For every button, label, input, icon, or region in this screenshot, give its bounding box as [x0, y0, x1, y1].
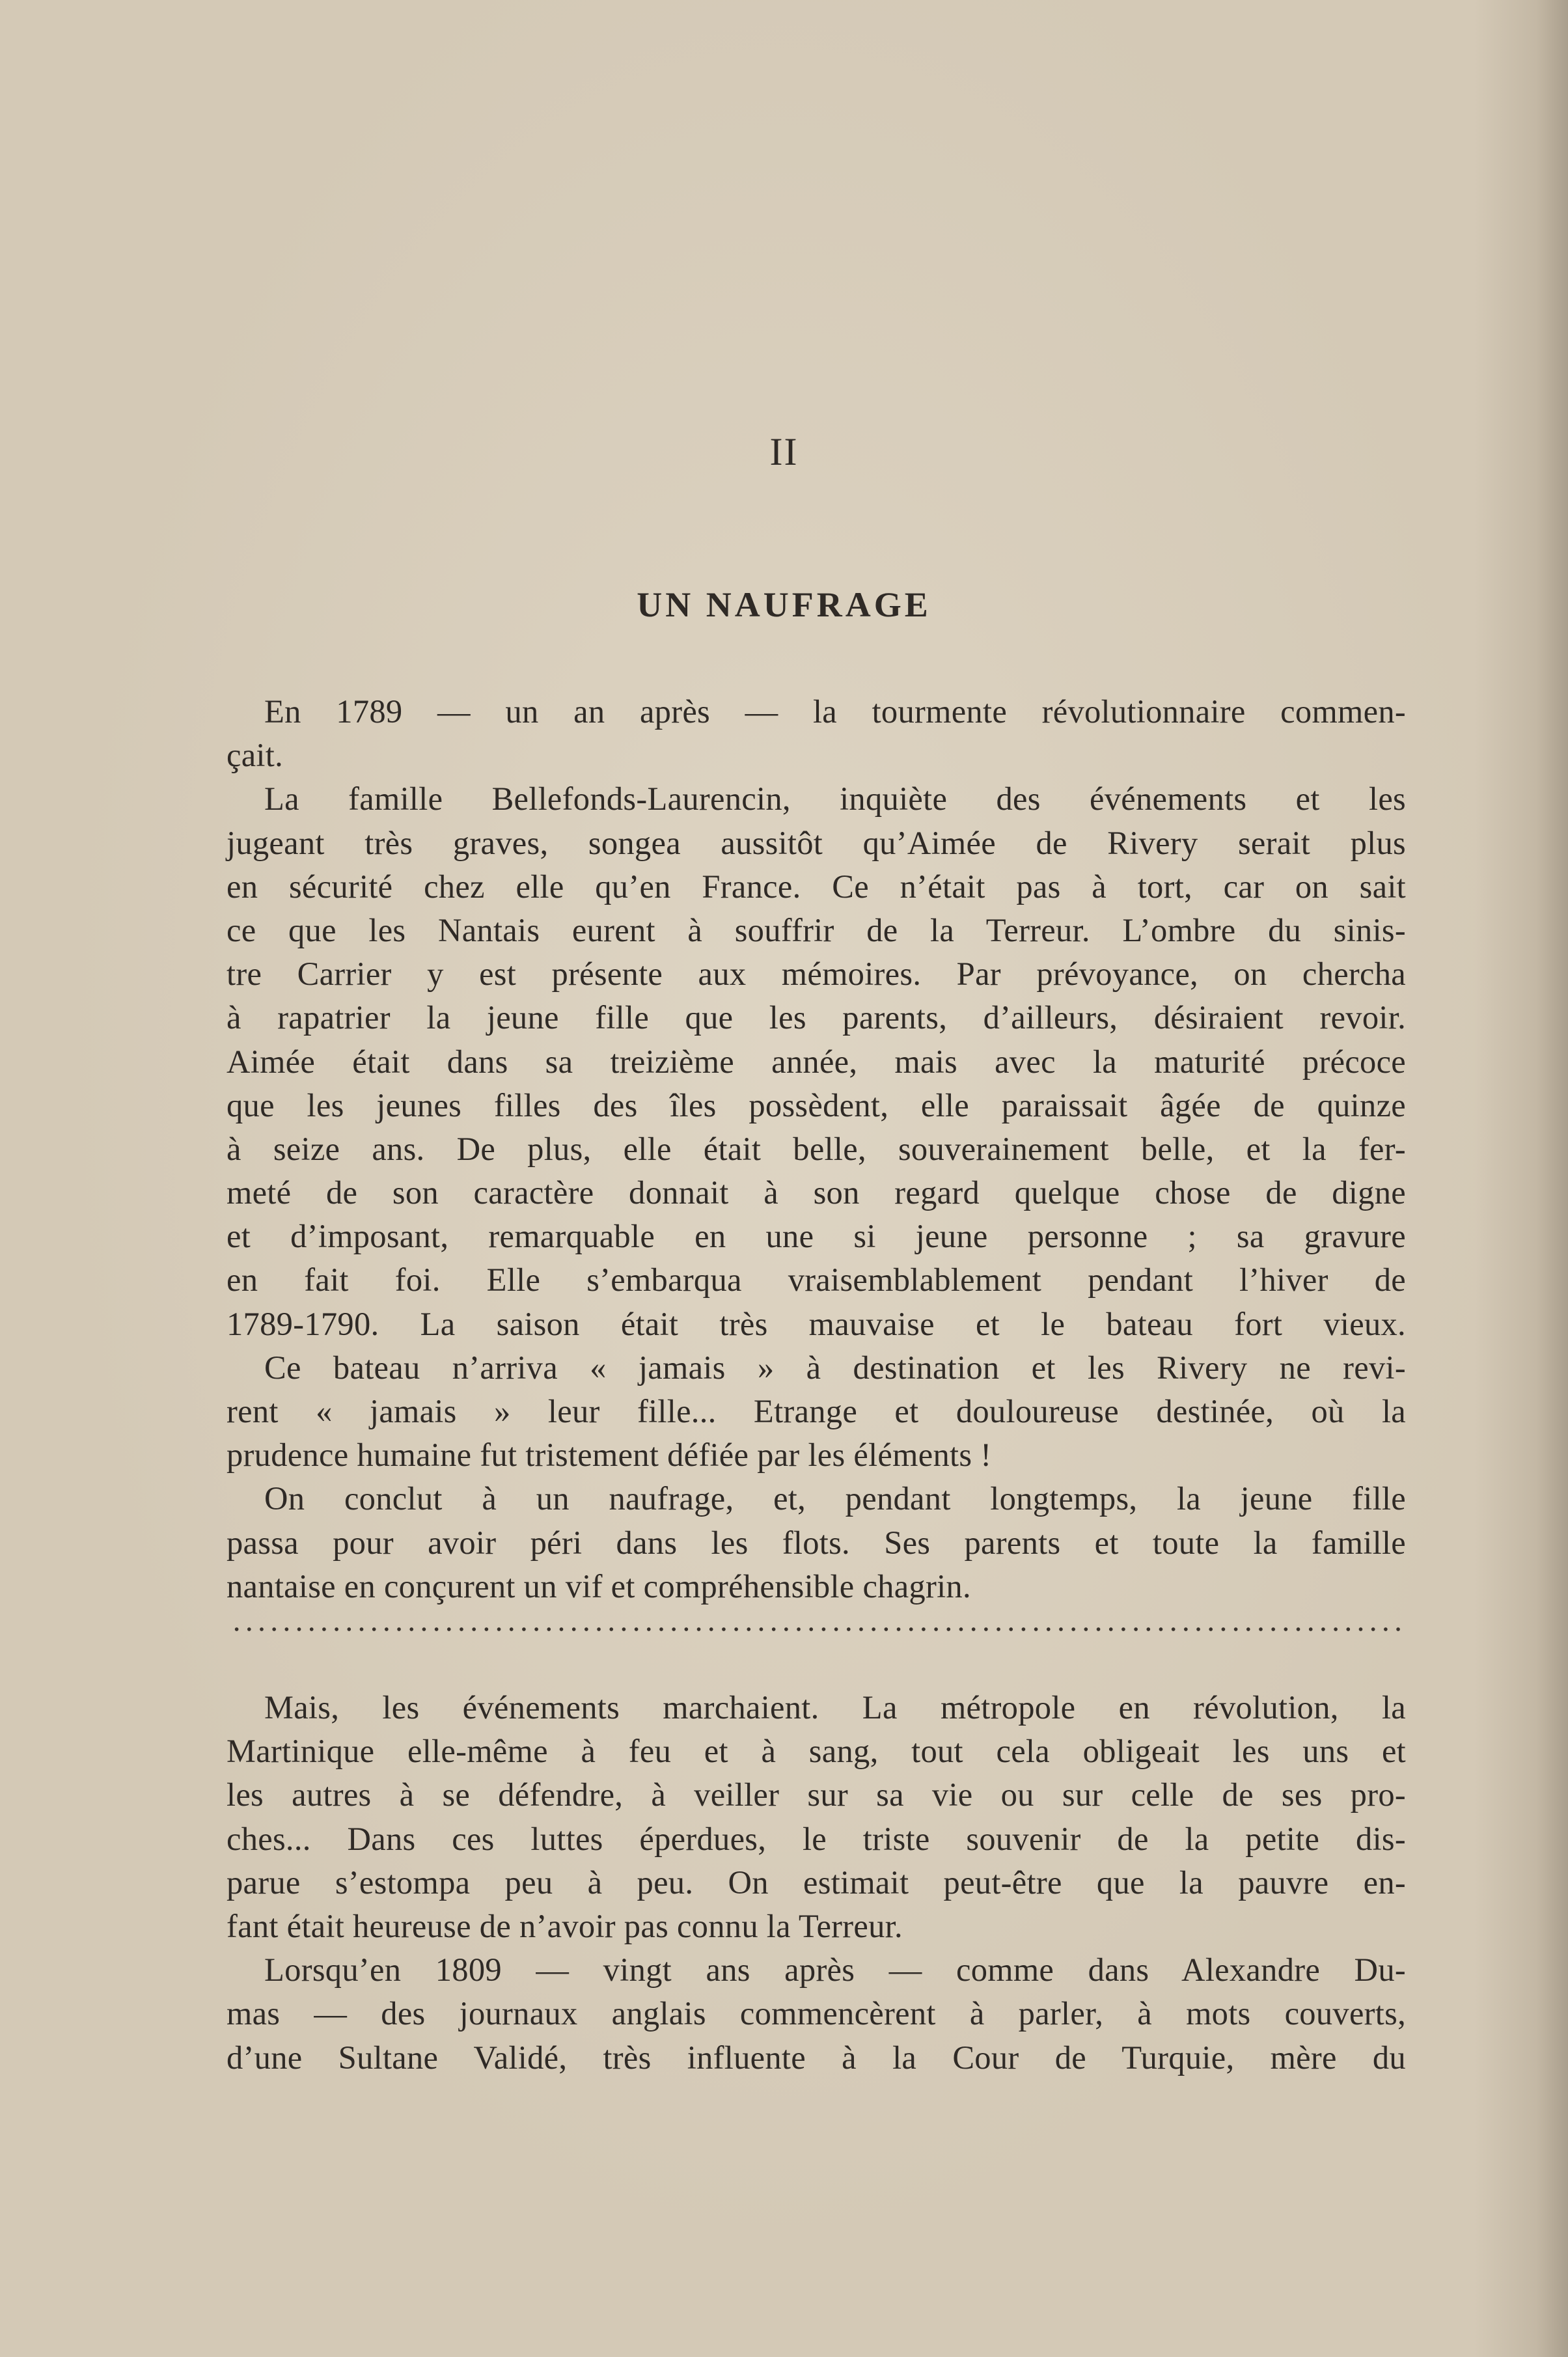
- text-line: en sécurité chez elle qu’en France. Ce n’était pas à tort, car on sait: [227, 868, 1406, 905]
- chapter-title: UN NAUFRAGE: [637, 585, 931, 624]
- text-line: En 1789 — un an après — la tourmente révolutionnaire commen-: [264, 693, 1406, 730]
- body-text-section-2: [227, 1686, 1406, 2080]
- text-line: passa pour avoir péri dans les flots. Ses parents et toute la famille: [227, 1524, 1406, 1561]
- text-line: que les jeunes filles des îles possèdent, elle paraissait âgée de quinze: [227, 1086, 1406, 1123]
- text-line: fant était heureuse de n’avoir pas connu la Terreur.: [227, 1907, 903, 1944]
- text-line: On conclut à un naufrage, et, pendant longtemps, la jeune fille: [264, 1480, 1406, 1517]
- text-line: 1789-1790. La saison était très mauvaise et le bateau fort vieux.: [227, 1305, 1406, 1342]
- text-line: jugeant très graves, songea aussitôt qu’Aimée de Rivery serait plus: [227, 824, 1406, 861]
- text-line: mas — des journaux anglais commencèrent à parler, à mots couverts,: [227, 1995, 1406, 2032]
- text-line: Martinique elle-même à feu et à sang, tout cela obligeait les uns et: [227, 1733, 1406, 1770]
- text-line: tre Carrier y est présente aux mémoires. Par prévoyance, on chercha: [227, 956, 1406, 993]
- text-line: à seize ans. De plus, elle était belle, souverainement belle, et la fer-: [227, 1130, 1406, 1167]
- text-line: nantaise en conçurent un vif et compréhensible chagrin.: [227, 1567, 971, 1605]
- text-line: prudence humaine fut tristement défiée par les éléments !: [227, 1437, 992, 1474]
- text-line: ce que les Nantais eurent à souffrir de la Terreur. L’ombre du sinis-: [227, 911, 1406, 948]
- text-line: Mais, les événements marchaient. La métropole en révolution, la: [264, 1689, 1406, 1726]
- text-line: à rapatrier la jeune fille que les parents, d’ailleurs, désiraient revoir.: [227, 999, 1406, 1036]
- text-line: les autres à se défendre, à veiller sur sa vie ou sur celle de ses pro-: [227, 1776, 1406, 1813]
- text-line: Aimée était dans sa treizième année, mais avec la maturité précoce: [227, 1043, 1406, 1080]
- text-line: La famille Bellefonds-Laurencin, inquiète des événements et les: [264, 780, 1406, 818]
- body-text-section-1: [227, 690, 1406, 1608]
- text-line: ches... Dans ces luttes éperdues, le triste souvenir de la petite dis-: [227, 1820, 1406, 1857]
- text-line: rent « jamais » leur fille... Etrange et douloureuse destinée, où la: [227, 1393, 1406, 1429]
- text-line: çait.: [227, 737, 284, 774]
- text-line: et d’imposant, remarquable en une si jeune personne ; sa gravure: [227, 1218, 1406, 1255]
- text-line: meté de son caractère donnait à son regard quelque chose de digne: [227, 1174, 1406, 1211]
- chapter-number: II: [769, 430, 799, 473]
- text-line: en fait foi. Elle s’embarqua vraisemblablement pendant l’hiver de: [227, 1261, 1406, 1299]
- text-line: Lorsqu’en 1809 — vingt ans après — comme dans Alexandre Du-: [264, 1951, 1406, 1989]
- section-separator-dots: [230, 1626, 1409, 1633]
- text-line: d’une Sultane Validé, très influente à la Cour de Turquie, mère du: [227, 2039, 1406, 2076]
- text-line: Ce bateau n’arriva « jamais » à destination et les Rivery ne revi-: [264, 1349, 1406, 1386]
- text-line: parue s’estompa peu à peu. On estimait peut-être que la pauvre en-: [227, 1864, 1406, 1901]
